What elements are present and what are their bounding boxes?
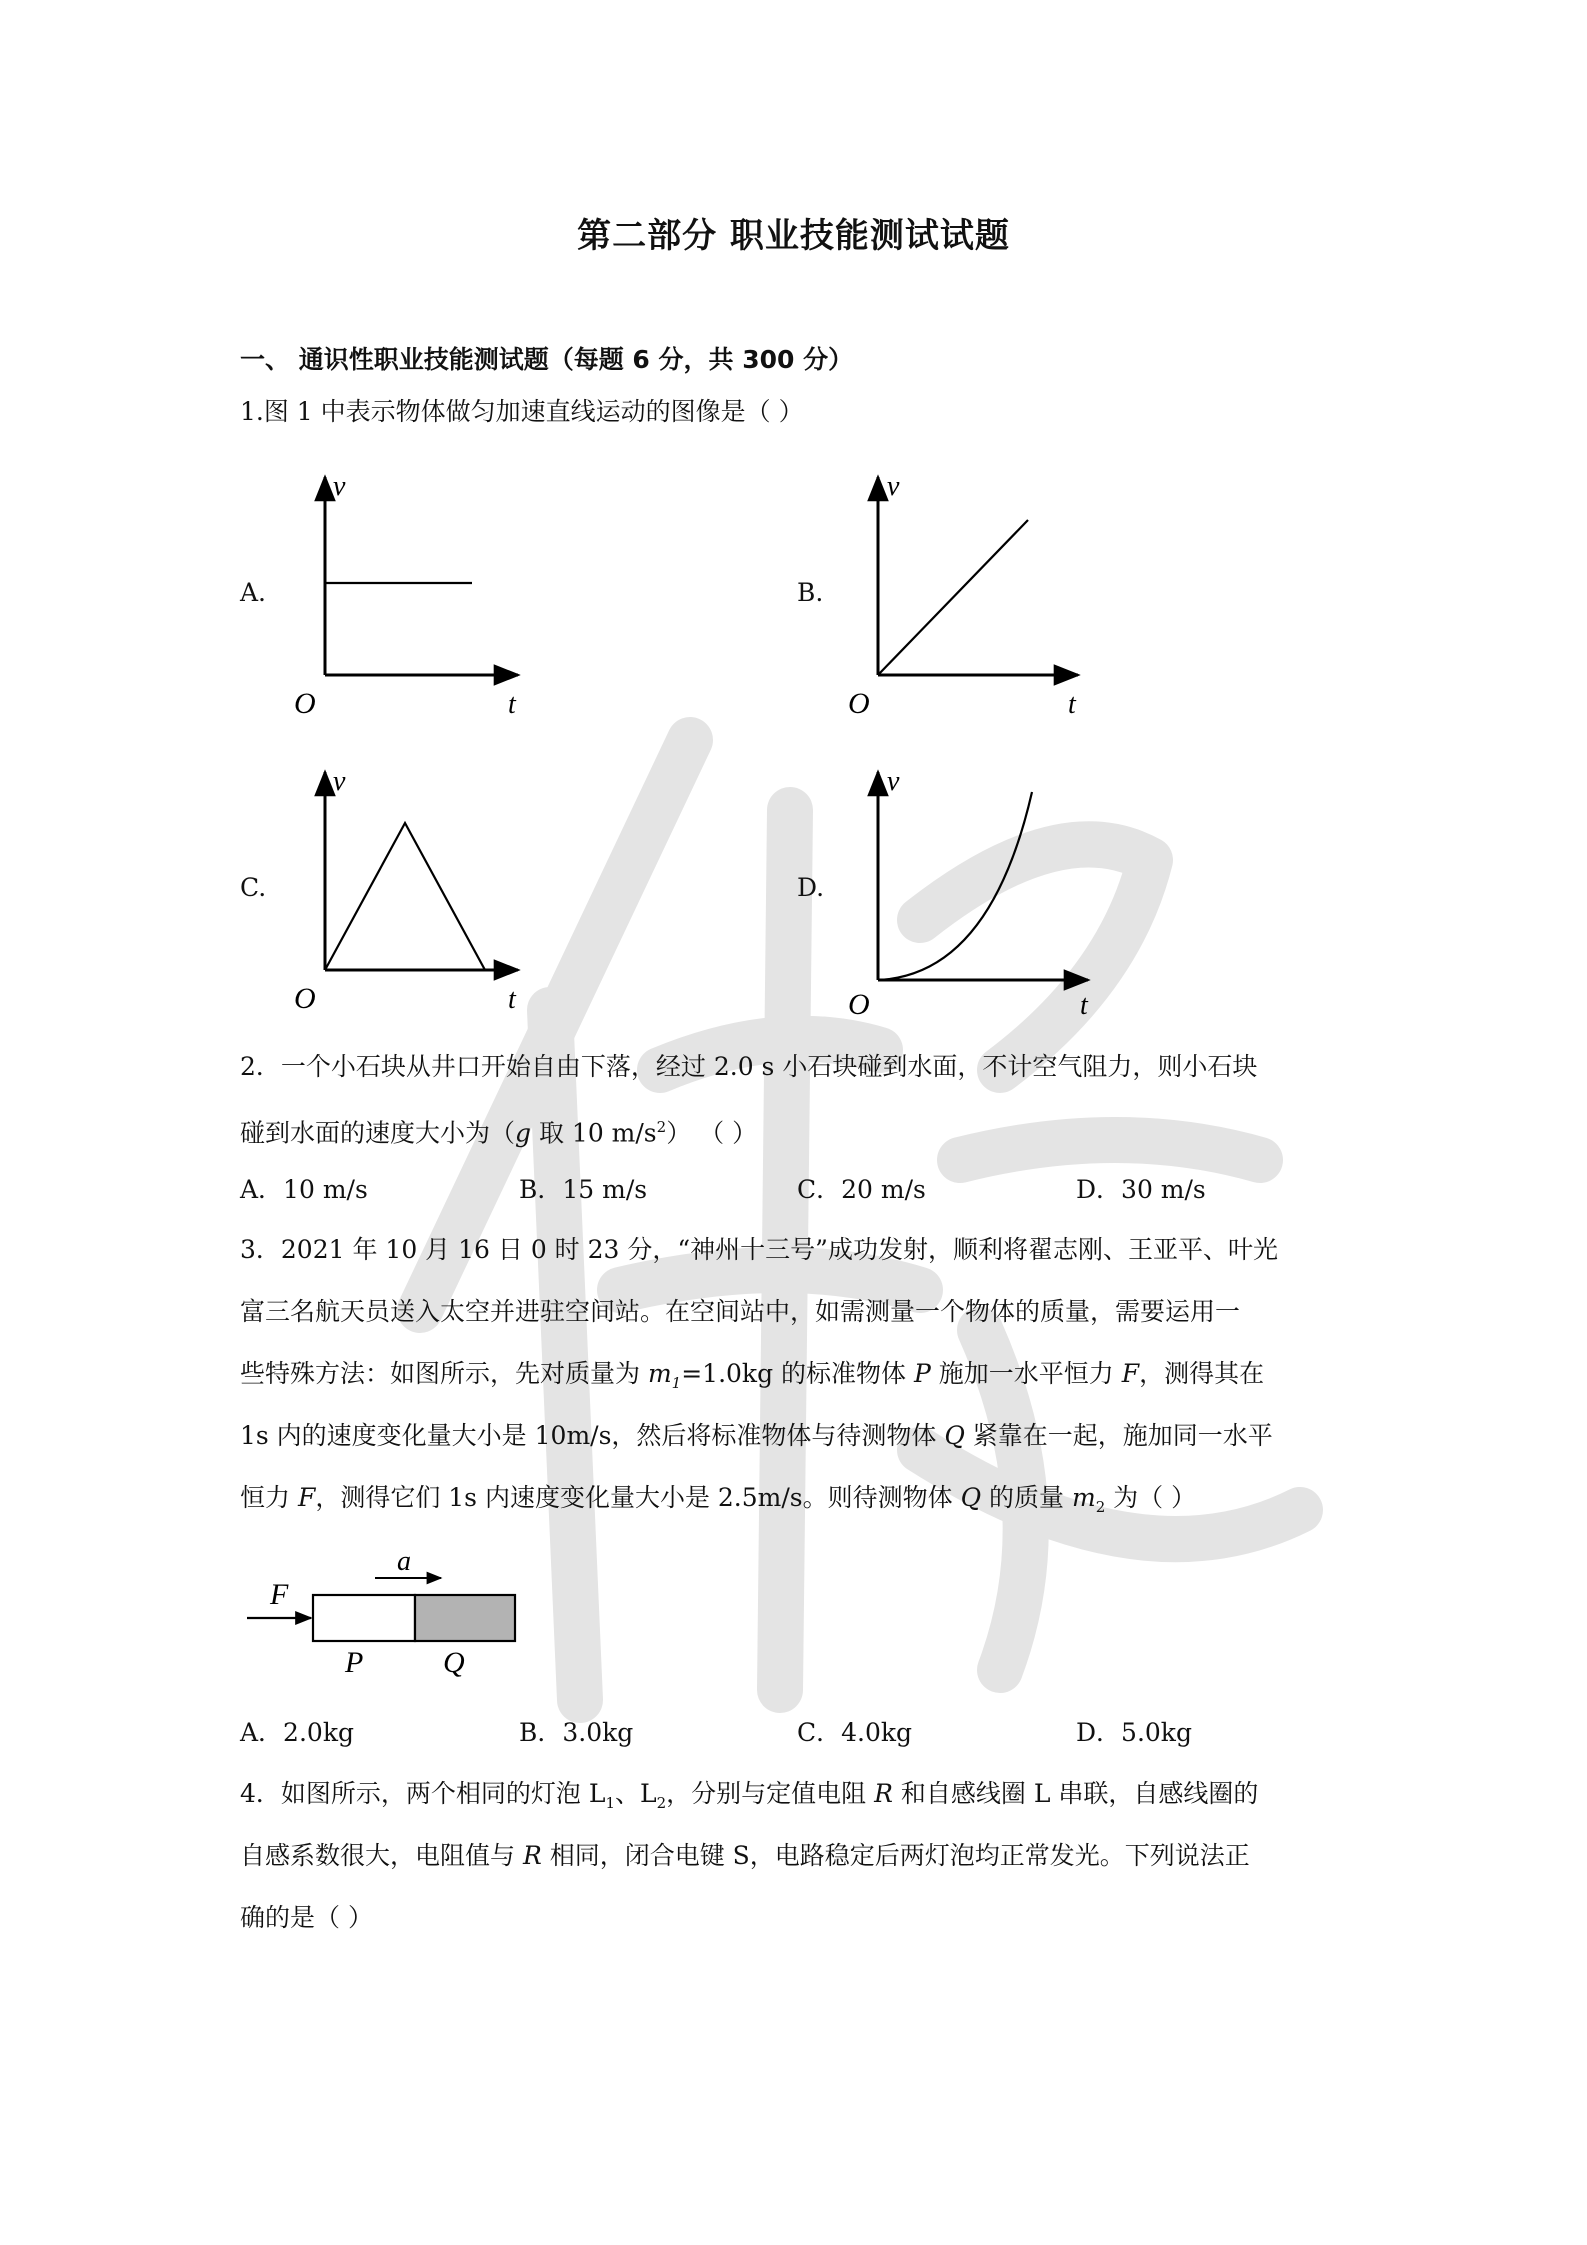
q3-line-3: 些特殊方法：如图所示，先对质量为 $m_1=1.0kg$ 的标准物体 P 施加一水平恒力 F，测得其在	[240, 1359, 1265, 1392]
q4-line-3: 确的是（ ）	[240, 1903, 373, 1932]
q3-block-p	[313, 1595, 415, 1641]
q3-option-b: B．3.0kg	[519, 1718, 634, 1747]
page-title: 第二部分 职业技能测试试题	[577, 216, 1010, 256]
graph-b-origin: O	[848, 687, 870, 720]
q3-force-label: F	[270, 1578, 289, 1611]
q3-option-a: A．2.0kg	[240, 1718, 354, 1747]
q2-option-b: B．15 m/s	[519, 1175, 648, 1204]
graph-c	[280, 760, 530, 1015]
graph-c-origin: O	[294, 982, 316, 1015]
q1-stem: 1.图 1 中表示物体做匀加速直线运动的图像是（ ）	[240, 397, 804, 426]
q3-block-q	[415, 1595, 515, 1641]
q2-line-1: 2．一个小石块从井口开始自由下落，经过 2.0 s 小石块碰到水面，不计空气阻力，则小石块	[240, 1052, 1258, 1081]
q3-block-q-label: Q	[443, 1646, 465, 1678]
graph-c-line	[325, 823, 485, 970]
graph-d	[840, 760, 1100, 1015]
q3-line-2: 富三名航天员送入太空并进驻空间站。在空间站中，如需测量一个物体的质量，需要运用一	[240, 1297, 1241, 1326]
q2-line-2: 碰到水面的速度大小为（g 取 10 $m/s^2$） （ ）	[240, 1118, 758, 1148]
graph-d-v-label: v	[887, 766, 900, 797]
q3-line-4: 1s 内的速度变化量大小是 10m/s，然后将标准物体与待测物体 Q 紧靠在一起，施加同一水平	[240, 1421, 1273, 1450]
q4-line-1: 4．如图所示，两个相同的灯泡 $L_1$、$L_2$，分别与定值电阻 R 和自感线圈 L 串联，自感线圈的	[240, 1779, 1259, 1812]
graph-b-v-label: v	[887, 471, 900, 502]
q2-option-d: D．30 m/s	[1076, 1175, 1206, 1204]
graph-d-line	[878, 792, 1032, 980]
q2-option-a: A．10 m/s	[240, 1175, 368, 1204]
q3-line-5: 恒力 F，测得它们 1s 内速度变化量大小是 2.5m/s。则待测物体 Q 的质量 $m_2$ 为（ ）	[240, 1483, 1197, 1516]
q1-option-d-label: D.	[797, 873, 825, 902]
graph-a-t-label: t	[508, 689, 516, 720]
graph-a	[280, 465, 530, 720]
graph-b-t-label: t	[1068, 689, 1076, 720]
q2-option-c: C．20 m/s	[797, 1175, 926, 1204]
graph-a-v-label: v	[333, 471, 346, 502]
graph-b	[840, 465, 1090, 720]
q3-option-c: C．4.0kg	[797, 1718, 913, 1747]
q3-block-p-label: P	[345, 1646, 364, 1678]
graph-b-line	[878, 520, 1028, 675]
q3-figure	[245, 1548, 525, 1678]
q4-line-2: 自感系数很大，电阻值与 R 相同，闭合电键 S，电路稳定后两灯泡均正常发光。下列说法正	[240, 1841, 1250, 1870]
graph-c-v-label: v	[333, 766, 346, 797]
graph-d-t-label: t	[1080, 990, 1088, 1015]
graph-a-origin: O	[294, 687, 316, 720]
q1-option-b-label: B.	[797, 578, 824, 607]
q3-option-d: D．5.0kg	[1076, 1718, 1192, 1747]
q3-line-1: 3．2021 年 10 月 16 日 0 时 23 分，“神州十三号”成功发射，顺利将翟志刚、王亚平、叶光	[240, 1235, 1278, 1264]
q1-option-a-label: A.	[240, 578, 267, 607]
q1-option-c-label: C.	[240, 873, 267, 902]
q3-accel-label: a	[397, 1548, 411, 1577]
section-heading: 一、 通识性职业技能测试题（每题 6 分，共 300 分）	[240, 345, 854, 374]
graph-d-origin: O	[848, 988, 870, 1015]
graph-c-t-label: t	[508, 984, 516, 1015]
